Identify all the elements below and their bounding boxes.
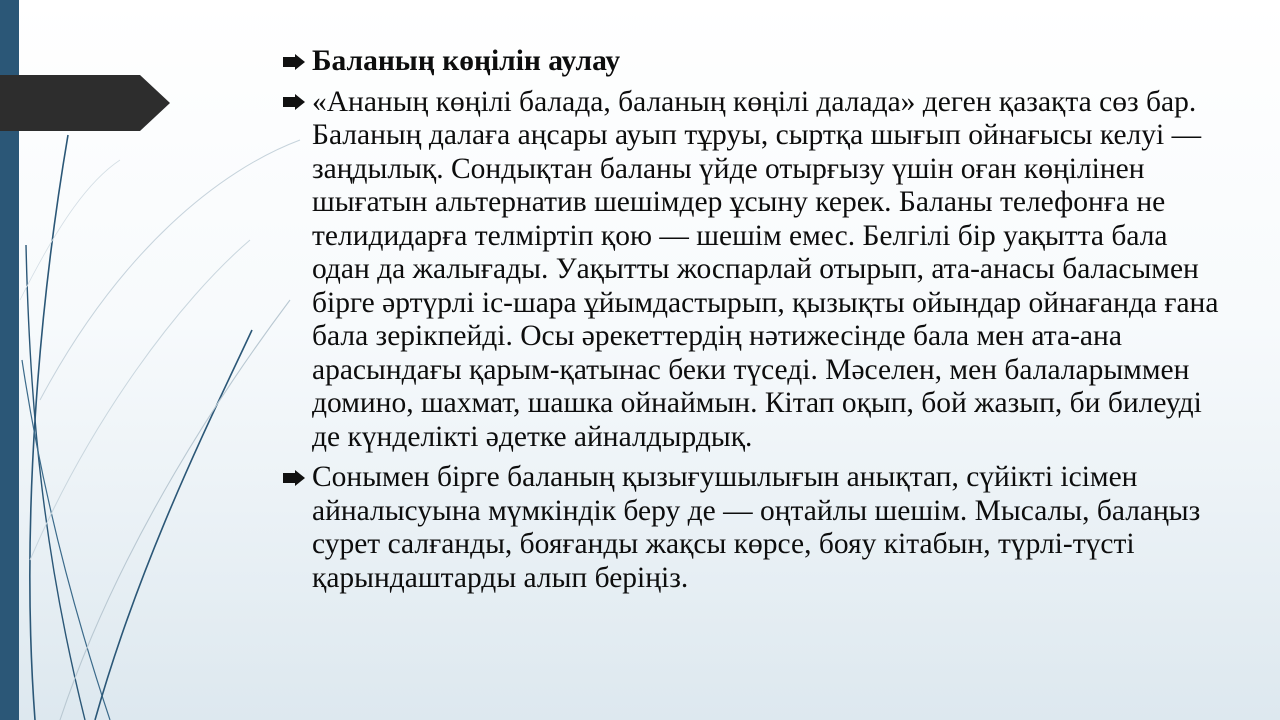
paragraph-text: Сонымен бірге баланың қызығушылығын анықтап, сүйікті ісімен айналысуына мүмкіндік беру де — оңтайлы шешім. Мысалы, балаңыз сурет салғанды, бояғанды жақсы көрсе, бояу кітабын, түрлі-түсті қарындаштарды алып беріңіз. [312,461,1201,594]
paragraph-text: «Ананың көңілі балада, баланың көңілі далада» деген қазақта сөз бар. Баланың далаға аңсары ауып тұруы, сыртқа шығып ойнағысы келуі — заңдылық. Сондықтан баланы үйде отырғызу үшін оған көңілінен шығатын альтернатив шешімдер ұсыну керек. Баланы телефонға не телидидарға телміртіп қою — шешім емес. Белгілі бір уақытта бала одан да жалығады. Уақытты жоспарлай отырып, ата-анасы баласымен бірге әртүрлі іс-шара ұйымдастырып, қызықты ойындар ойнағанда ғана бала зерікпейді. Осы әрекеттердің нәтижесінде бала мен ата-ана арасындағы қарым-қатынас беки түседі. Мәселен, мен балаларыммен домино, шахмат, шашка ойнаймын. Кітап оқып, бой жазып, би билеуді де күнделікті әдетке айналдырдық. [312,85,1219,453]
slide-content [282,45,1222,602]
paragraph-item [282,86,1222,455]
title-arrow-tab [0,75,170,131]
arrow-bullet-icon [282,86,312,120]
arrow-bullet-icon [282,45,312,79]
heading-item [282,45,1222,79]
arrow-bullet-icon [282,461,312,495]
slide-heading: Баланың көңілін аулау [312,45,621,77]
paragraph-item [282,461,1222,595]
